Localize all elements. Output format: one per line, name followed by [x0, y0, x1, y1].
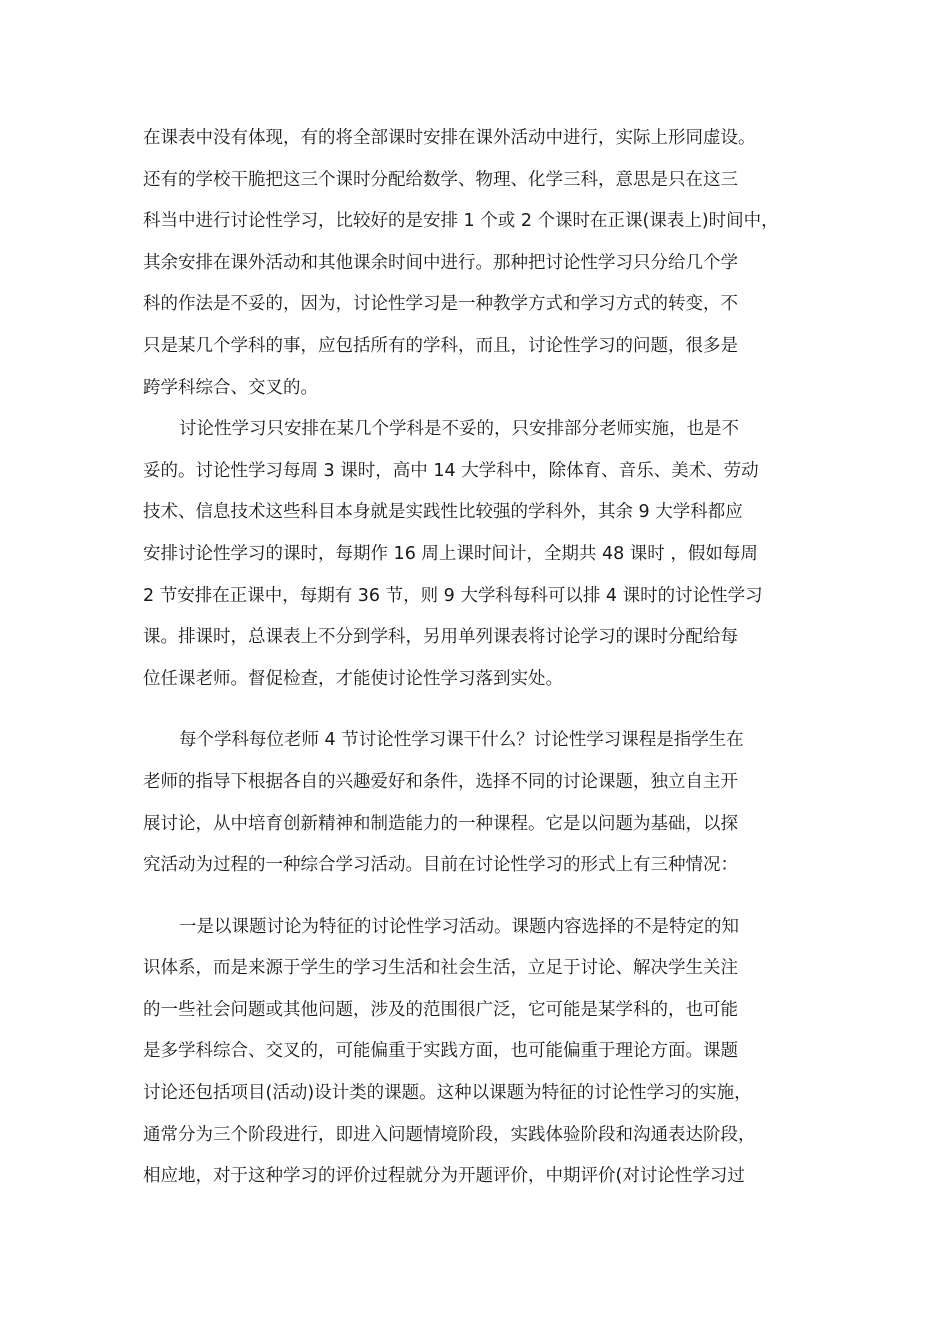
- paragraph-4: [143, 907, 823, 1198]
- paragraph-3: [143, 720, 823, 886]
- text-line: 科当中进行讨论性学习，比较好的是安排 1 个或 2 个课时在正课(课表上)时间中，: [143, 211, 779, 232]
- text-line: 相应地，对于这种学习的评价过程就分为开题评价，中期评价(对讨论性学习过: [143, 1166, 745, 1187]
- text-line: 在课表中没有体现，有的将全部课时安排在课外活动中进行，实际上形同虚设。: [143, 128, 756, 148]
- text-line: 讨论还包括项目(活动)设计类的课题。这种以课题为特征的讨论性学习的实施，: [143, 1083, 752, 1104]
- text-line: 通常分为三个阶段进行，即进入问题情境阶段，实践体验阶段和沟通表达阶段，: [143, 1124, 756, 1145]
- text-line: 其余安排在课外活动和其他课余时间中进行。那种把讨论性学习只分给几个学: [143, 252, 738, 273]
- text-line: 老师的指导下根据各自的兴趣爱好和条件，选择不同的讨论课题，独立自主开: [143, 771, 738, 792]
- text-line: 究活动为过程的一种综合学习活动。目前在讨论性学习的形式上有三种情况：: [143, 855, 738, 876]
- text-line: 位任课老师。督促检查，才能使讨论性学习落到实处。: [143, 668, 563, 689]
- text-line: 安排讨论性学习的课时，每期作 16 周上课时间计，全期共 48 课时 ，假如每周: [143, 543, 758, 564]
- text-line: 只是某几个学科的事，应包括所有的学科，而且，讨论性学习的问题，很多是: [143, 335, 738, 356]
- text-line: 一是以课题讨论为特征的讨论性学习活动。课题内容选择的不是特定的知: [179, 916, 739, 937]
- paragraph-2: [143, 409, 823, 700]
- text-line: 是多学科综合、交叉的，可能偏重于实践方面，也可能偏重于理论方面。课题: [143, 1041, 738, 1062]
- text-line: 科的作法是不妥的，因为，讨论性学习是一种教学方式和学习方式的转变，不: [143, 294, 738, 315]
- text-line: 识体系，而是来源于学生的学习生活和社会生活，立足于讨论、解决学生关注: [143, 958, 738, 979]
- paragraph-spacer: [143, 887, 823, 907]
- paragraph-1: [143, 118, 823, 409]
- document-body: [143, 118, 823, 1198]
- text-line: 每个学科每位老师 4 节讨论性学习课干什么？讨论性学习课程是指学生在: [179, 730, 744, 751]
- text-line: 跨学科综合、交叉的。: [143, 377, 318, 398]
- text-line: 技术、信息技术这些科目本身就是实践性比较强的学科外，其余 9 大学科都应: [143, 502, 743, 523]
- text-line: 还有的学校干脆把这三个课时分配给数学、物理、化学三科，意思是只在这三: [143, 169, 738, 190]
- paragraph-spacer: [143, 700, 823, 720]
- text-line: 的一些社会问题或其他问题，涉及的范围很广泛，它可能是某学科的，也可能: [143, 999, 738, 1020]
- text-line: 展讨论，从中培育创新精神和制造能力的一种课程。它是以问题为基础，以探: [143, 813, 738, 834]
- text-line: 讨论性学习只安排在某几个学科是不妥的，只安排部分老师实施，也是不: [179, 419, 739, 440]
- text-line: 妥的。讨论性学习每周 3 课时，高中 14 大学科中，除体育、音乐、美术、劳动: [143, 460, 759, 481]
- text-line: 课。排课时，总课表上不分到学科，另用单列课表将讨论学习的课时分配给每: [143, 627, 738, 648]
- text-line: 2 节安排在正课中，每期有 36 节，则 9 大学科每科可以排 4 课时的讨论性学习: [143, 585, 763, 606]
